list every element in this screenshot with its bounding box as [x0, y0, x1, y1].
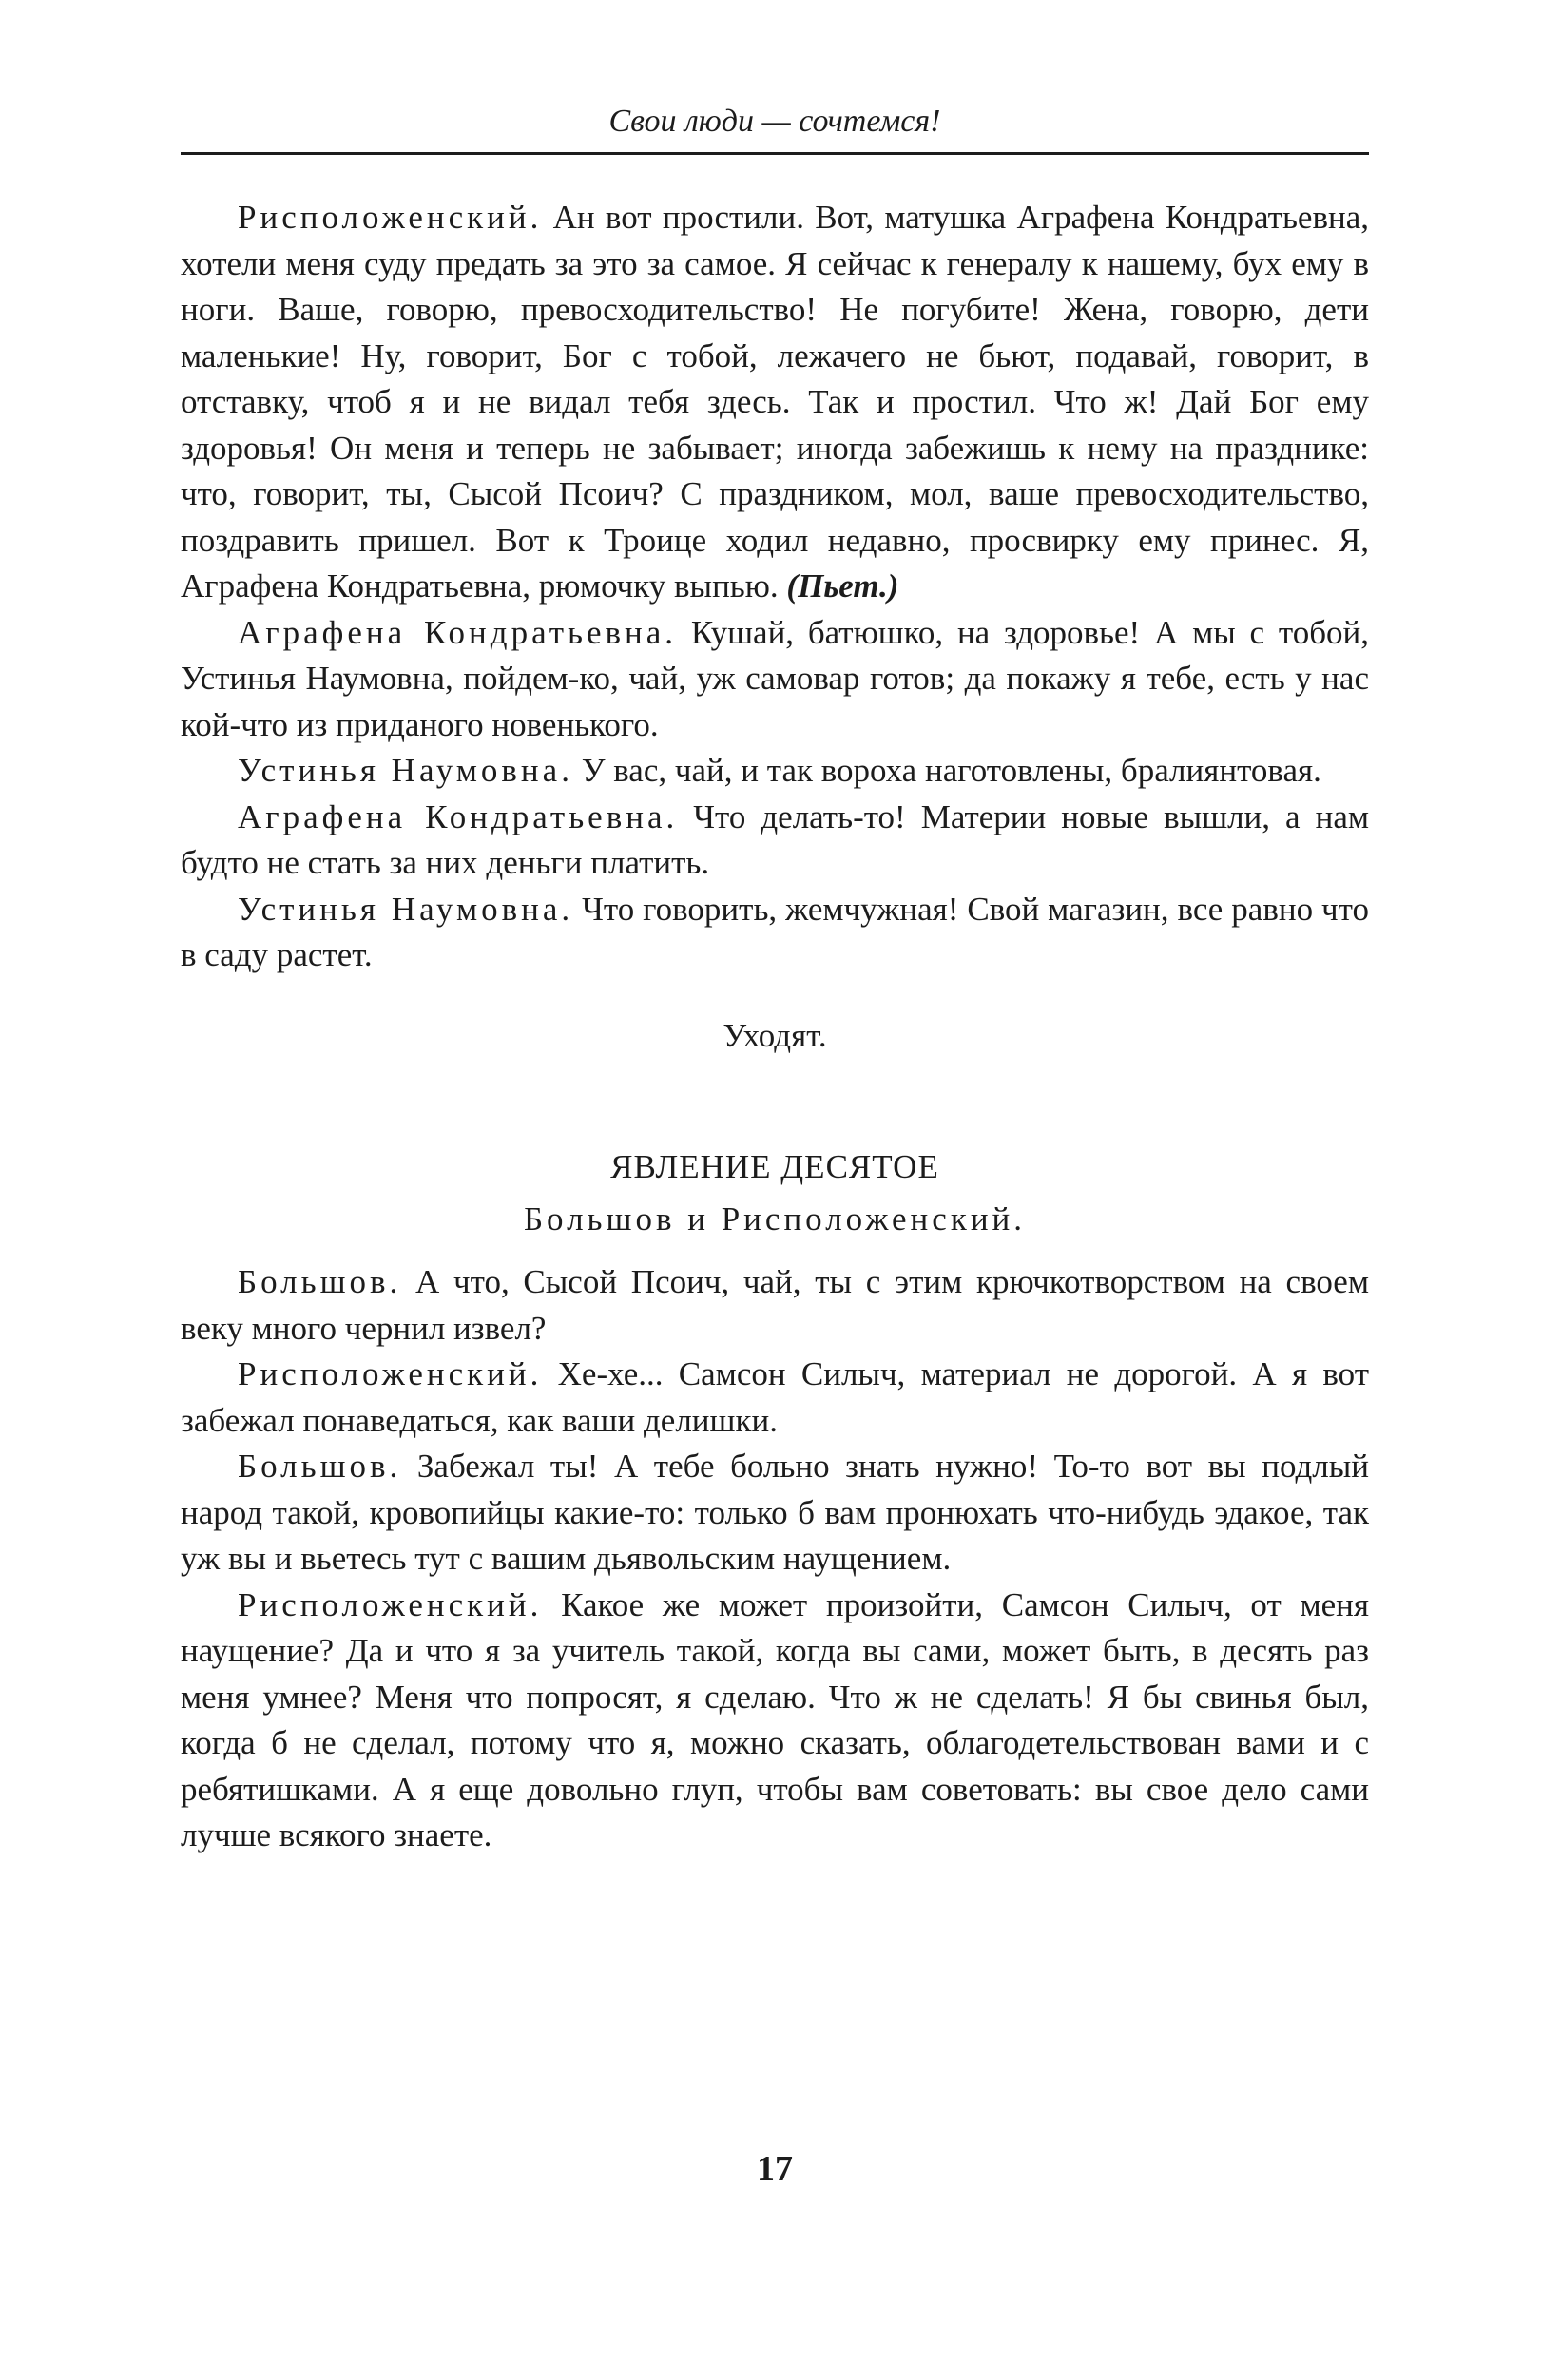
paragraph: [181, 1444, 1369, 1583]
speaker-name: Рисположенский.: [238, 1585, 543, 1623]
page-number: 17: [757, 2149, 793, 2189]
speaker-name: Большов.: [238, 1263, 402, 1300]
speaker-name: Устинья Наумовна.: [238, 752, 573, 789]
speaker-name: Аграфена Кондратьевна.: [238, 613, 678, 651]
speaker-name: Рисположенский.: [238, 199, 543, 236]
paragraph: [181, 610, 1369, 749]
speech-text: Кушай, батюшко, на здоровье! А мы с тобой, Устинья Наумовна, пойдем-ко, чай, уж самовар готов; да покажу я тебе, есть у нас кой-что из приданого новенького.: [181, 613, 1370, 743]
speaker-name: Большов.: [238, 1448, 402, 1485]
header-rule: [181, 152, 1369, 155]
scene-cast: Большов и Рисположенский.: [523, 1200, 1027, 1238]
paragraph: [181, 1583, 1369, 1859]
running-header: Свои люди — сочтемся!: [608, 104, 941, 139]
exit-direction: Уходят.: [723, 1016, 827, 1054]
speech-text: Ан вот простили. Вот, матушка Аграфена Кондратьевна, хотели меня суду предать за это за самое. Я сейчас к генералу к нашему, бух ему в ноги. Ваше, говорю, превосходительство! Не погубите! Жена, говорю, дети маленькие! Ну, говорит, Бог с тобой, лежачего не бьют, подавай, говорит, в отставку, чтоб я и не видал тебя здесь. Так и простил. Что ж! Дай Бог ему здоровья! Он меня и теперь не забывает; иногда забежишь к нему на празднике: что, говорит, ты, Сысой Псоич? С праздником, мол, ваше превосходительство, поздравить пришел. Вот к Троице ходил недавно, просвирку ему принес. Я, Аграфена Кондратьевна, рюмочку выпью.: [181, 199, 1369, 605]
speech-text: А что, Сысой Псоич, чай, ты с этим крючкотворством на своем веку много чернил извел?: [181, 1263, 1369, 1347]
paragraph: [181, 887, 1369, 979]
speaker-name: Рисположенский.: [238, 1355, 543, 1392]
speech-text: Хе-хе... Самсон Силыч, материал не дорогой. А я вот забежал понаведаться, как ваши делишки.: [181, 1355, 1369, 1439]
speaker-name: Устинья Наумовна.: [238, 890, 574, 928]
paragraph: [181, 1259, 1369, 1352]
paragraph: [181, 195, 1369, 610]
paragraph: [181, 795, 1369, 887]
speaker-name: Аграфена Кондратьевна.: [238, 797, 679, 835]
page-body: [181, 195, 1369, 1859]
speech-text: У вас, чай, и так вороха наготовлены, бралиянтовая.: [572, 752, 1321, 789]
stage-direction: (Пьет.): [786, 567, 899, 605]
paragraph: [181, 748, 1369, 795]
speech-text: Забежал ты! А тебе больно знать нужно! То-то вот вы подлый народ такой, кровопийцы какие-то: только б вам пронюхать что-нибудь эдакое, так уж вы и вьетесь тут с вашим дьявольским наущением.: [181, 1448, 1369, 1577]
speech-text: Что делать-то! Материи новые вышли, а нам будто не стать за них деньги платить.: [181, 797, 1370, 881]
speech-text: Какое же может произойти, Самсон Силыч, от меня наущение? Да и что я за учитель такой, когда вы сами, может быть, в десять раз меня умнее? Меня что попросят, я сделаю. Что ж не сделать! Я бы свинья был, когда б не сделал, потому что я, можно сказать, облагодетельствован вами и с ребятишками. А я еще довольно глуп, чтобы вам советовать: вы свое дело сами лучше всякого знаете.: [181, 1585, 1369, 1853]
speech-text: Что говорить, жемчужная! Свой магазин, все равно что в саду растет.: [181, 890, 1369, 973]
paragraph: [181, 1352, 1369, 1444]
scene-title: ЯВЛЕНИЕ ДЕСЯТОЕ: [610, 1148, 939, 1185]
